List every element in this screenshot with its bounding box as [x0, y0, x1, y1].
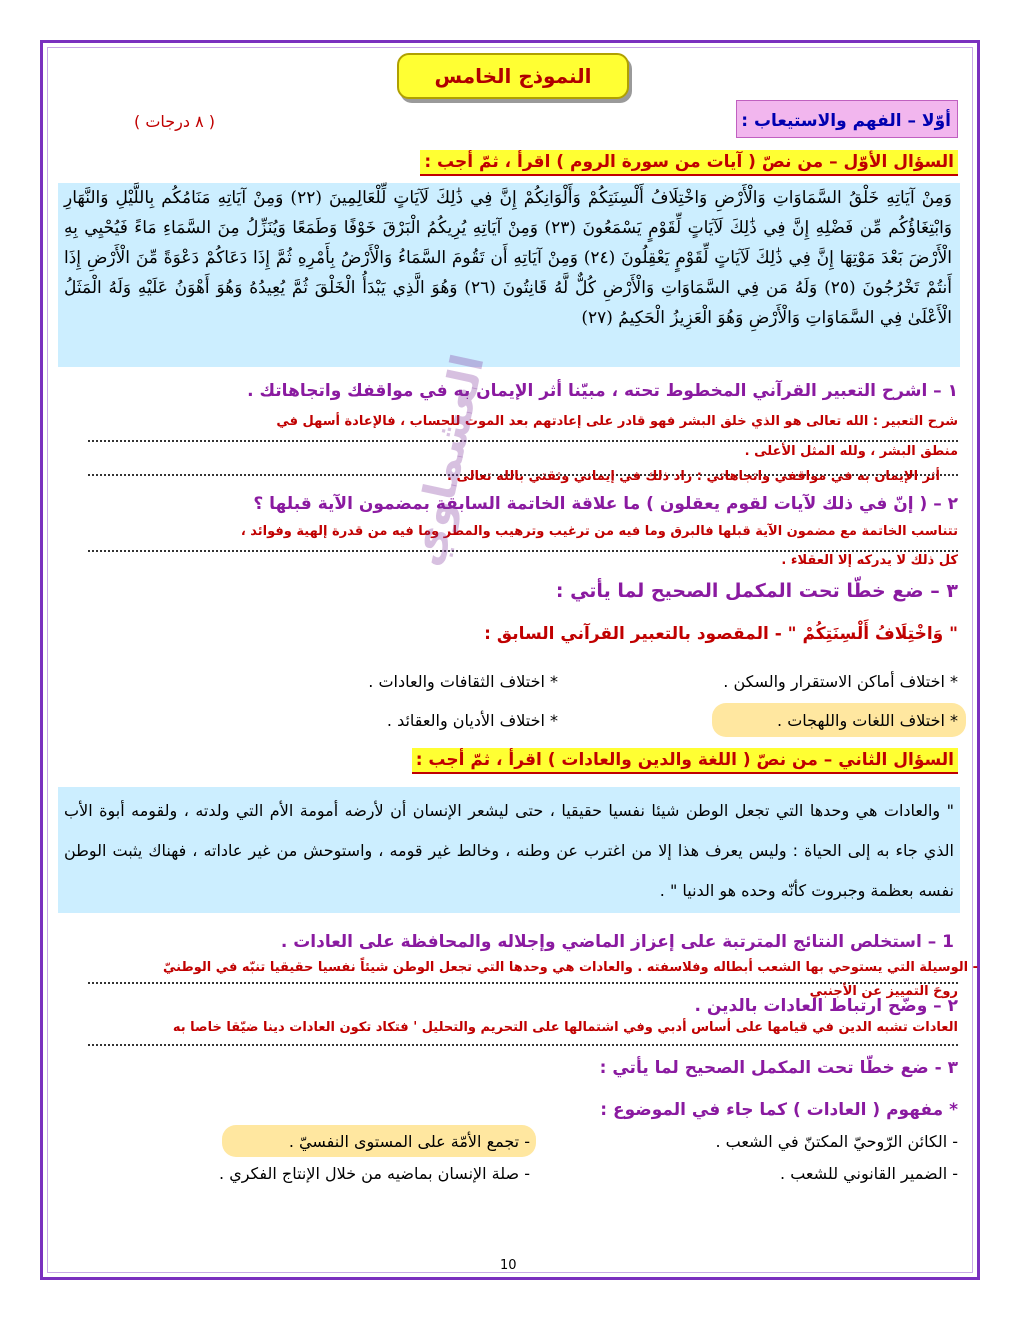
- q2-option-4: - صلة الإنسان بماضيه من خلال الإنتاج الفكري .: [219, 1164, 530, 1183]
- q2-option-2: - تجمع الأمّة على المستوى النفسيّ .: [288, 1132, 530, 1151]
- model-title: النموذج الخامس: [397, 53, 629, 99]
- author-watermark: العشماوي: [400, 349, 495, 571]
- q1-item1-answer-b: منطق البشر ، ولله المثل الأعلى .: [744, 444, 958, 459]
- q2-item1-answer-b: روحَ التمييز عن الأجنبي: [809, 984, 958, 999]
- q1-item1-answer-c: أثر الإيمان به في مواقفي واتجاهاتي : زاد ذلك في إيماني وثقتي بالله تعالى .: [447, 469, 940, 484]
- answer-dotted-line: [88, 440, 958, 442]
- q1-heading: السؤال الأوّل – من نصّ ( آيات من سورة الروم ) اقرأ ، ثمّ أجب :: [420, 150, 958, 176]
- q2-option-3: - الضمير القانوني للشعب .: [780, 1164, 958, 1183]
- q1-option-1: * اختلاف أماكن الاستقرار والسكن .: [723, 672, 958, 691]
- q1-option-2: * اختلاف الثقافات والعادات .: [368, 672, 558, 691]
- q2-item1-question: 1 – استخلص النتائج المترتبة على إعزاز الماضي وإجلاله والمحافظة على العادات .: [280, 932, 954, 952]
- q2-option-1: - الكائن الرّوحيّ المكتنّ في الشعب .: [715, 1132, 958, 1151]
- q1-item2-answer-b: كل ذلك لا يدركه إلا العقلاء .: [781, 553, 958, 568]
- q1-item3-prompt: " وَاخْتِلَافُ أَلْسِنَتِكُمْ " - المقصود بالتعبير القرآني السابق :: [484, 624, 958, 644]
- section-heading: أوّلا – الفهم والاستيعاب :: [736, 100, 958, 138]
- q2-item3-prompt: * مفهوم ( العادات ) كما جاء في الموضوع :: [600, 1100, 958, 1120]
- answer-dotted-line: [88, 550, 958, 552]
- q1-option-3: * اختلاف اللغات واللهجات .: [777, 711, 958, 730]
- page-number: 10: [500, 1258, 517, 1273]
- answer-dotted-line: [88, 1044, 958, 1046]
- q2-heading: السؤال الثاني – من نصّ ( اللغة والدين والعادات ) اقرأ ، ثمّ أجب :: [412, 748, 958, 774]
- q2-item3-question: ٣ - ضع خطّا تحت المكمل الصحيح لما يأتي :: [599, 1058, 958, 1078]
- q1-item2-answer-a: تتناسب الخاتمة مع مضمون الآية قبلها فالبرق وما فيه من ترغيب وترهيب والمطر وما فيه من قدرة إلهية وفوائد ،: [240, 524, 958, 539]
- q1-item3-question: ٣ – ضع خطّا تحت المكمل الصحيح لما يأتي :: [555, 580, 958, 602]
- q1-item2-question: ٢ – ( إنّ في ذلك لآيات لقوم يعقلون ) ما علاقة الخاتمة السابقة بمضمون الآية قبلها ؟: [253, 494, 958, 514]
- q1-option-4: * اختلاف الأديان والعقائد .: [386, 711, 558, 730]
- q1-item1-question: ١ – اشرح التعبير القرآني المخطوط تحته ، مبيّنا أثر الإيمان به في مواقفك واتجاهاتك .: [247, 381, 958, 401]
- q1-item1-answer-a: شرح التعبير : الله تعالى هو الذي خلق البشر فهو قادر على إعادتهم بعد الموت للحساب ، فالإعادة أسهل في: [276, 414, 958, 429]
- q2-item2-question: ٢ – وضّح ارتباط العادات بالدين .: [694, 996, 958, 1016]
- q1-passage: وَمِنْ آيَاتِهِ خَلْقُ السَّمَاوَاتِ وَالْأَرْضِ وَاخْتِلَافُ أَلْسِنَتِكُمْ وَأَلْوَانِكُمْ إِنَّ فِي ذَٰلِكَ لَآيَاتٍ لِّلْعَالِمِينَ (٢٢) وَمِنْ آيَاتِهِ مَنَامُكُم بِاللَّيْلِ وَالنَّهَارِ وَابْتِغَاؤُكُم مِّن فَضْلِهِ إِنَّ فِي ذَٰلِكَ لَآيَاتٍ لِّقَوْمٍ يَسْمَعُونَ (٢٣) وَمِنْ آيَاتِهِ يُرِيكُمُ الْبَرْقَ خَوْفًا وَطَمَعًا وَيُنَزِّلُ مِنَ السَّمَاءِ مَاءً فَيُحْيِي بِهِ الْأَرْضَ بَعْدَ مَوْتِهَا إِنَّ فِي ذَٰلِكَ لَآيَاتٍ لِّقَوْمٍ يَعْقِلُونَ (٢٤) وَمِنْ آيَاتِهِ أَن تَقُومَ السَّمَاءُ وَالْأَرْضُ بِأَمْرِهِ ثُمَّ إِذَا دَعَاكُمْ دَعْوَةً مِّنَ الْأَرْضِ إِذَا أَنتُمْ تَخْرُجُونَ (٢٥) وَلَهُ مَن فِي السَّمَاوَاتِ وَالْأَرْضِ كُلٌّ لَّهُ قَانِتُونَ (٢٦) وَهُوَ الَّذِي يَبْدَأُ الْخَلْقَ ثُمَّ يُعِيدُهُ وَهُوَ أَهْوَنُ عَلَيْهِ وَلَهُ الْمَثَلُ الْأَعْلَىٰ فِي السَّمَاوَاتِ وَالْأَرْضِ وَهُوَ الْعَزِيزُ الْحَكِيمُ (٢٧): [58, 183, 960, 367]
- q2-item1-answer-a: - الوسيلة التي يستوحي بها الشعب أبطاله وفلاسفته . والعادات هي وحدها التي تجعل الوطن شيئاً نفسيا حقيقيا تنبّه في الوطنيّ: [163, 960, 978, 975]
- q2-passage: " والعادات هي وحدها التي تجعل الوطن شيئا نفسيا حقيقيا ، حتى ليشعر الإنسان أن لأرضه أمومة الأم التي ولدته ، ولقومه أبوة الأب الذي جاء به إلى الحياة : وليس يعرف هذا إلا من اغترب عن وطنه ، وخالط غير قومه ، واستوحش من غير عاداته ، فهناك يثبت الوطن نفسه بعظمة وجبروت كأنّه وحده هو الدنيا " .: [58, 787, 960, 913]
- q2-item2-answer: العادات تشبه الدين في قيامها على أساس أدبي وفي اشتمالها على التحريم والتحليل ' فتكاد تكون العادات دينا ضيّقا خاصا به: [172, 1020, 958, 1035]
- degrees-label: ( ٨ درجات ): [134, 112, 216, 131]
